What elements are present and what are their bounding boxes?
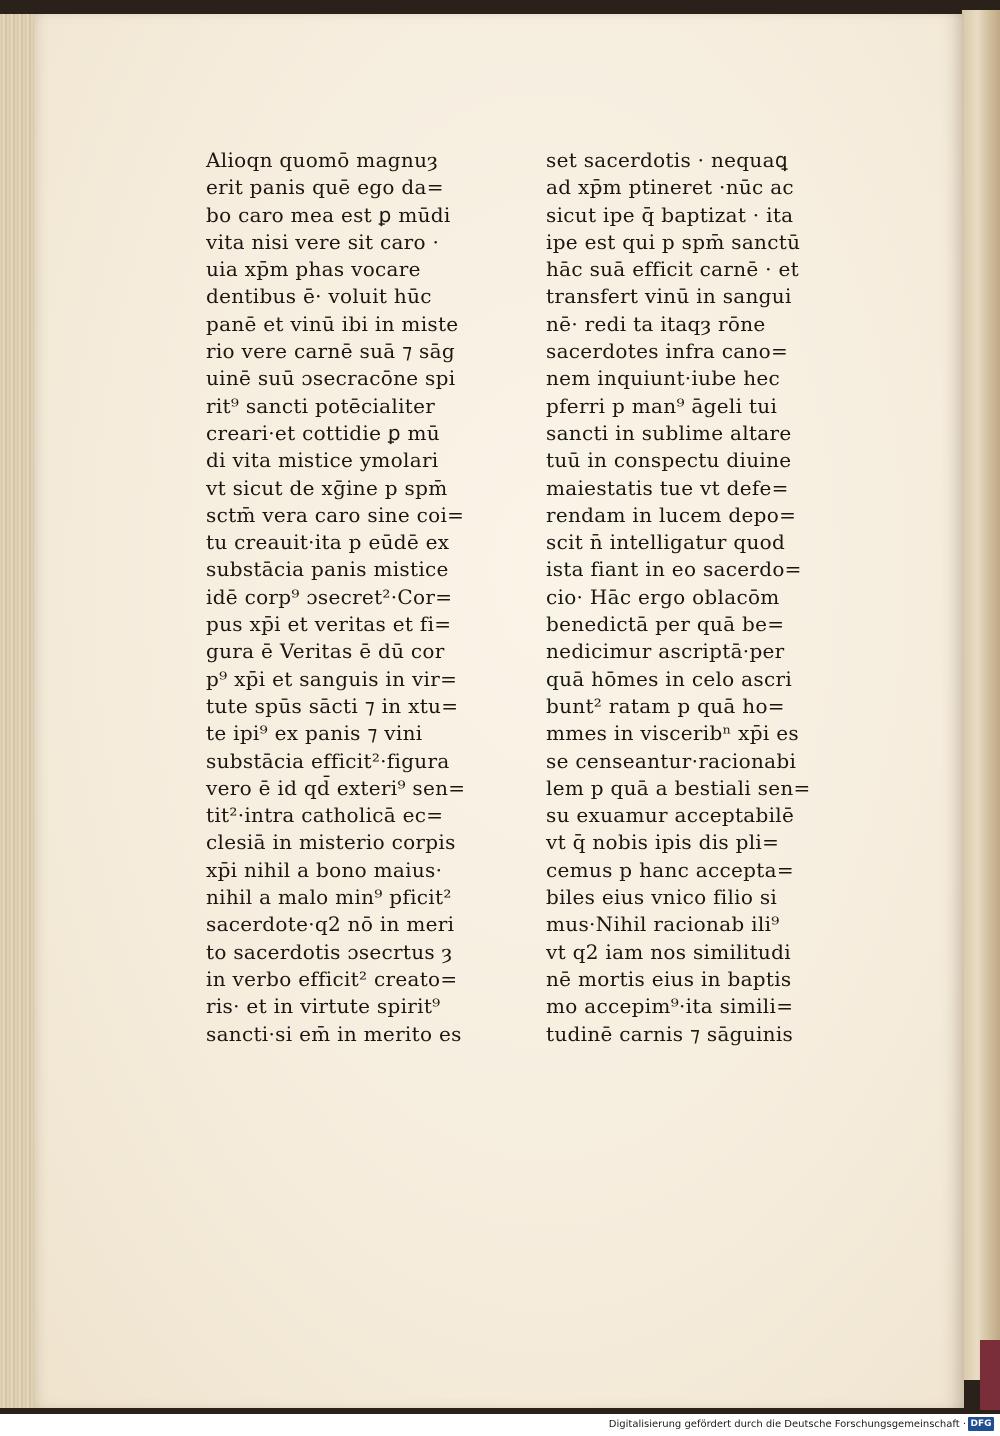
funding-credit: Digitalisierung gefördert durch die Deutsche Forschungsgemeinschaft · (608, 1419, 966, 1430)
text-line: nihil a malo min⁹ pficit² (206, 885, 452, 910)
text-line: vita nisi vere sit caro · (206, 229, 440, 254)
right-text-column (546, 147, 866, 1048)
text-line: bo caro mea est ꝑ mūdi (206, 202, 451, 227)
text-line: rendam in lucem depo= (546, 502, 797, 527)
text-line: nē· redi ta itaqȝ rōne (546, 311, 766, 336)
text-line: dentibus ē· voluit hūc (206, 284, 432, 309)
text-line: creari·et cottidie ꝑ mū (206, 420, 440, 445)
text-line: sacerdote·q2 nō in meri (206, 912, 455, 937)
text-line: tit²·intra catholicā ec= (206, 803, 444, 828)
left-page-edges (0, 14, 35, 1408)
text-line: substācia efficit²·figura (206, 748, 450, 773)
text-line: p⁹ xp̄i et sanguis in vir= (206, 666, 458, 691)
text-line: te ipi⁹ ex panis ⁊ vini (206, 721, 423, 746)
text-line: clesiā in misterio corpis (206, 830, 456, 855)
text-line: rio vere carnē suā ⁊ sāg (206, 339, 455, 364)
text-line: to sacerdotis ɔsecrtus ȝ (206, 939, 453, 964)
left-text-column (206, 147, 526, 1048)
dfg-logo: DFG (968, 1417, 994, 1431)
text-line: uia xp̄m phas vocare (206, 257, 421, 282)
text-line: tudinē carnis ⁊ sāguinis (546, 1021, 794, 1046)
text-line: nem inquiunt·iube hec (546, 366, 781, 391)
text-line: nedicimur ascriptā·per (546, 639, 785, 664)
text-line: benedictā per quā be= (546, 612, 785, 637)
text-line: ad xp̄m ptineret ·nūc ac (546, 175, 794, 200)
text-line: ista fiant in eo sacerdo= (546, 557, 802, 582)
text-line: mmes in visceribⁿ xp̄i es (546, 721, 799, 746)
text-line: bunt² ratam p quā ho= (546, 693, 785, 718)
text-line: vero ē id qd̄ exteri⁹ sen= (206, 775, 466, 800)
text-line: pus xp̄i et veritas et fi= (206, 612, 452, 637)
text-line: vt q2 iam nos similitudi (546, 939, 791, 964)
text-line: xp̄i nihil a bono maius· (206, 857, 443, 882)
text-line: transfert vinū in sangui (546, 284, 792, 309)
text-line: di vita mistice ymolari (206, 448, 439, 473)
footer-bar (0, 1414, 1000, 1436)
text-line: scit n̄ intelligatur quod (546, 530, 786, 555)
text-line: tute spūs sācti ⁊ in xtu= (206, 693, 459, 718)
text-line: in verbo efficit² creato= (206, 966, 458, 991)
text-line: se censeantur·racionabi (546, 748, 797, 773)
text-line: maiestatis tue vt defe= (546, 475, 789, 500)
text-line: set sacerdotis · nequaꝗ (546, 148, 788, 172)
text-line: sancti·si em̄ in merito es (206, 1021, 462, 1046)
text-line: sicut ipe q̄ baptizat · ita (546, 202, 794, 227)
text-line: pferri p man⁹ āgeli tui (546, 393, 778, 418)
text-line: su exuamur acceptabilē (546, 803, 795, 828)
text-line: quā hōmes in celo ascri (546, 666, 793, 691)
text-line: biles eius vnico filio si (546, 885, 778, 910)
text-line: sctm̄ vera caro sine coi= (206, 502, 465, 527)
text-line: vt q̄ nobis ipis dis pli= (546, 830, 780, 855)
text-line: mus·Nihil racionab ili⁹ (546, 912, 780, 937)
text-line: cemus p hanc accepta= (546, 857, 794, 882)
text-line: substācia panis mistice (206, 557, 449, 582)
text-line: sacerdotes infra cano= (546, 339, 789, 364)
text-line: ipe est qui p spm̄ sanctū (546, 229, 801, 254)
text-line: Alioqn quomō magnuȝ (206, 148, 438, 172)
text-line: lem p quā a bestiali sen= (546, 775, 811, 800)
text-line: idē corp⁹ ɔsecret²·Cor= (206, 584, 453, 609)
text-line: hāc suā efficit carnē · et (546, 257, 799, 282)
text-line: panē et vinū ibi in miste (206, 311, 459, 336)
text-line: cio· Hāc ergo oblacōm (546, 584, 780, 609)
right-page-edges (962, 10, 1000, 1380)
text-line: gura ē Veritas ē dū cor (206, 639, 445, 664)
binding-cover-edge (980, 1340, 1000, 1410)
text-line: tuū in conspectu diuine (546, 448, 792, 473)
text-line: vt sicut de xḡine p spm̄ (206, 475, 448, 500)
text-line: sancti in sublime altare (546, 420, 792, 445)
text-line: mo accepim⁹·ita simili= (546, 994, 794, 1019)
text-line: rit⁹ sancti potēcialiter (206, 393, 436, 418)
text-line: ris· et in virtute spirit⁹ (206, 994, 441, 1019)
text-line: tu creauit·ita p eūdē ex (206, 530, 450, 555)
text-line: erit panis quē ego da= (206, 175, 444, 200)
text-line: uinē suū ɔsecracōne spi (206, 366, 456, 391)
text-line: nē mortis eius in baptis (546, 966, 792, 991)
